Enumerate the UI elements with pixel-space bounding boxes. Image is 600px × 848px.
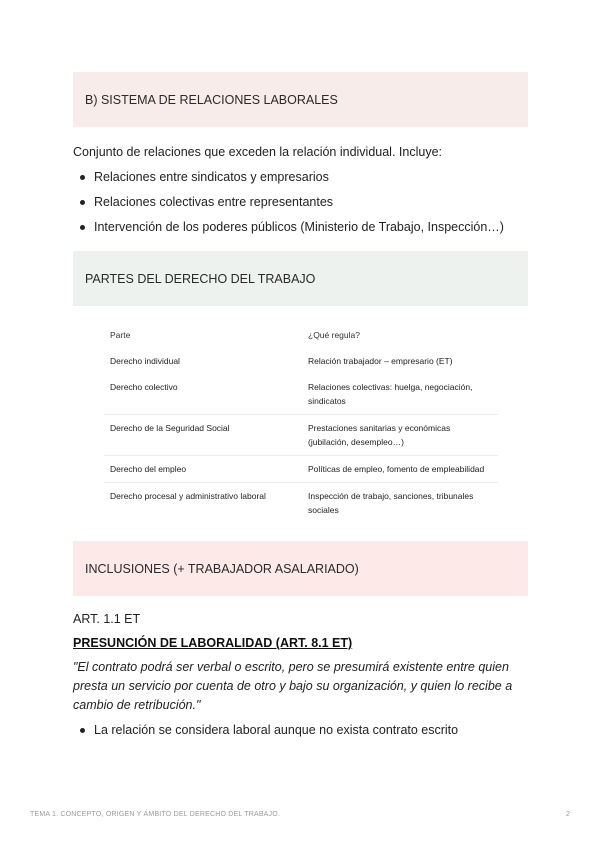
table-cell-parte: Derecho colectivo <box>104 374 302 415</box>
table-cell-regula: Relación trabajador – empresario (ET) <box>308 356 453 366</box>
partes-title: PARTES DEL DERECHO DEL TRABAJO <box>85 271 316 286</box>
list-item: Intervención de los poderes públicos (Ministerio de Trabajo, Inspección…) <box>78 219 504 244</box>
presuncion-heading: PRESUNCIÓN DE LABORALIDAD (ART. 8.1 ET) <box>73 636 353 650</box>
table-row <box>104 415 498 456</box>
table-cell-regula: Prestaciones sanitarias y económicas (jubilación, desempleo…) <box>302 415 498 456</box>
presuncion-list <box>78 722 458 747</box>
partes-table <box>104 322 498 523</box>
section-b-callout <box>73 72 528 127</box>
page-number: 2 <box>566 811 570 818</box>
table-row <box>104 348 498 374</box>
table-cell-regula: Relaciones colectivas: huelga, negociación, sindicatos <box>302 374 498 415</box>
header-que-regula: ¿Qué regula? <box>308 330 360 340</box>
table-row <box>104 483 498 524</box>
inclusiones-callout <box>73 541 528 596</box>
list-item: Relaciones entre sindicatos y empresarios <box>78 169 504 194</box>
table-cell-parte: Derecho de la Seguridad Social <box>104 415 302 456</box>
relaciones-list <box>78 169 504 244</box>
table-cell-parte: Derecho del empleo <box>104 456 302 483</box>
header-parte: Parte <box>110 330 131 340</box>
partes-callout <box>73 251 528 306</box>
inclusiones-title: INCLUSIONES (+ TRABAJADOR ASALARIADO) <box>85 561 359 576</box>
table-cell-parte: Derecho individual <box>110 356 180 366</box>
table-row <box>104 456 498 483</box>
table-cell-parte: Derecho procesal y administrativo laboral <box>110 491 266 501</box>
table-header-row <box>104 322 498 348</box>
list-item: La relación se considera laboral aunque no exista contrato escrito <box>78 722 458 747</box>
section-b-title: B) SISTEMA DE RELACIONES LABORALES <box>85 92 338 107</box>
list-item: Relaciones colectivas entre representantes <box>78 194 504 219</box>
presuncion-quote: "El contrato podrá ser verbal o escrito, pero se presumirá existente entre quien presta un servicio por cuenta de otro y bajo su organización, y quien lo recibe a cambio de retribución." <box>73 660 513 712</box>
table-cell-regula: Inspección de trabajo, sanciones, tribunales sociales <box>308 491 474 515</box>
footer-title: TEMA 1. CONCEPTO, ORIGEN Y ÁMBITO DEL DERECHO DEL TRABAJO. <box>30 811 281 818</box>
table-cell-regula: Políticas de empleo, fomento de empleabilidad <box>302 456 498 483</box>
table-row <box>104 374 498 415</box>
art-label: ART. 1.1 ET <box>73 612 141 626</box>
intro-paragraph: Conjunto de relaciones que exceden la relación individual. Incluye: <box>73 145 442 159</box>
